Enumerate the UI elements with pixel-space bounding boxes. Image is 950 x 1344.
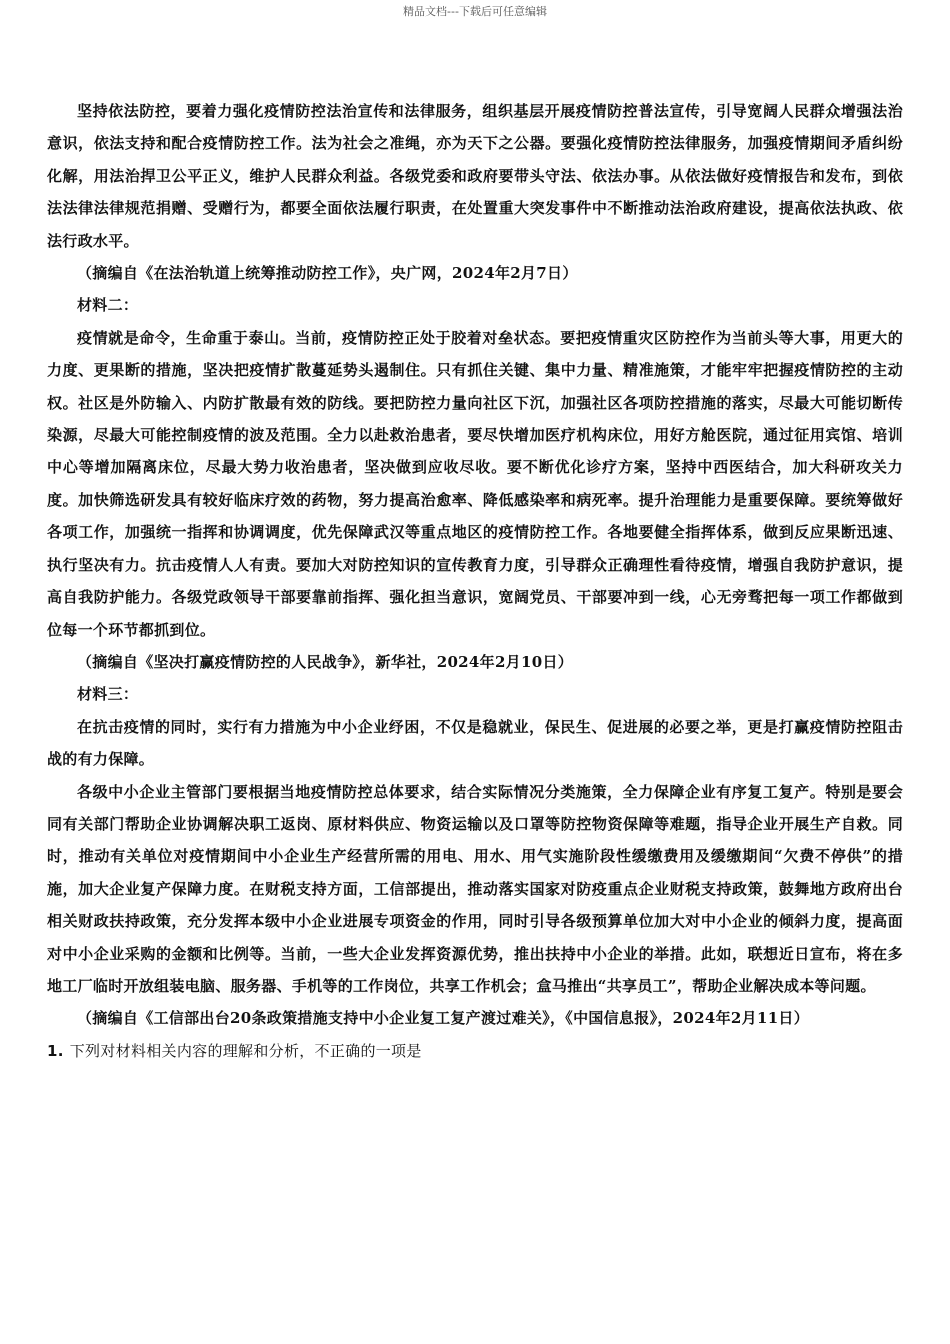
question-text: 下列对材料相关内容的理解和分析，不正确的一项是 bbox=[69, 1041, 422, 1060]
material3-paragraph-2: 各级中小企业主管部门要根据当地疫情防控总体要求，结合实际情况分类施策，全力保障企业有序复工复产。特别是要会同有关部门帮助企业协调解决职工返岗、原材料供应、物资运输以及口罩等防控物资保障等难题，指导企业开展生产自救。同时，推动有关单位对疫情期间中小企业生产经营所需的用电、用水、用气实施阶段性缓缴费用及缓缴期间“欠费不停供”的措施，加大企业复产保障力度。在财税支持方面，工信部提出，推动落实国家对防疫重点企业财税支持政策，鼓舞地方政府出台相关财政扶持政策，充分发挥本级中小企业进展专项资金的作用，同时引导各级预算单位加大对中小企业的倾斜力度，提高面对中小企业采购的金额和比例等。当前，一些大企业发挥资源优势，推出扶持中小企业的举措。此如，联想近日宣布，将在多地工厂临时开放组装电脑、服务器、手机等的工作岗位，共享工作机会；盒马推出“共享员工”，帮助企业解决成本等问题。 bbox=[47, 782, 903, 995]
document-body bbox=[47, 95, 903, 1067]
material2-label: 材料二： bbox=[77, 296, 139, 315]
material1-source: （摘编自《在法治轨道上统筹推动防控工作》，央广网，2024年2月7日） bbox=[77, 264, 578, 283]
question-1 bbox=[47, 1035, 903, 1067]
material1-paragraph: 坚持依法防控，要着力强化疫情防控法治宣传和法律服务，组织基层开展疫情防控普法宣传，引导宽阔人民群众增强法治意识，依法支持和配合疫情防控工作。法为社会之准绳，亦为天下之公器。要强化疫情防控法律服务，加强疫情期间矛盾纠纷化解，用法治捍卫公平正义，维护人民群众利益。各级党委和政府要带头守法、依法办事。从依法做好疫情报告和发布，到依法法律法律规范捐赠、受赠行为，都要全面依法履行职责，在处置重大突发事件中不断推动法治政府建设，提高依法执政、依法行政水平。 bbox=[47, 102, 903, 250]
material2-paragraph: 疫情就是命令，生命重于泰山。当前，疫情防控正处于胶着对垒状态。要把疫情重灾区防控作为当前头等大事，用更大的力度、更果断的措施，坚决把疫情扩散蔓延势头遏制住。只有抓住关键、集中力量、精准施策，才能牢牢把握疫情防控的主动权。社区是外防输入、内防扩散最有效的防线。要把防控力量向社区下沉，加强社区各项防控措施的落实，尽最大可能切断传染源，尽最大可能控制疫情的波及范围。全力以赴救治患者，要尽快增加医疗机构床位，用好方舱医院，通过征用宾馆、培训中心等增加隔离床位，尽最大势力收治患者，坚决做到应收尽收。要不断优化诊疗方案，坚持中西医结合，加大科研攻关力度。加快筛选研发具有较好临床疗效的药物，努力提高治愈率、降低感染率和病死率。提升治理能力是重要保障。要统筹做好各项工作，加强统一指挥和协调调度，优先保障武汉等重点地区的疫情防控工作。各地要健全指挥体系，做到反应果断迅速、执行坚决有力。抗击疫情人人有责。要加大对防控知识的宣传教育力度，引导群众正确理性看待疫情，增强自我防护意识，提高自我防护能力。各级党政领导干部要靠前指挥、强化担当意识，宽阔党员、干部要冲到一线，心无旁骛把每一项工作都做到位每一个环节都抓到位。 bbox=[47, 328, 903, 639]
material2-source: （摘编自《坚决打赢疫情防控的人民战争》，新华社，2024年2月10日） bbox=[77, 652, 574, 671]
page-header: 精品文档---下载后可任意编辑 bbox=[403, 5, 547, 18]
material3-label: 材料三： bbox=[77, 685, 139, 704]
material3-source: （摘编自《工信部出台20条政策措施支持中小企业复工复产渡过难关》，《中国信息报》，2024年2月11日） bbox=[77, 1009, 810, 1028]
material3-paragraph-1: 在抗击疫情的同时，实行有力措施为中小企业纾困，不仅是稳就业，保民生、促进展的必要之举，更是打赢疫情防控阻击战的有力保障。 bbox=[47, 717, 903, 769]
question-number: 1. bbox=[47, 1041, 64, 1060]
